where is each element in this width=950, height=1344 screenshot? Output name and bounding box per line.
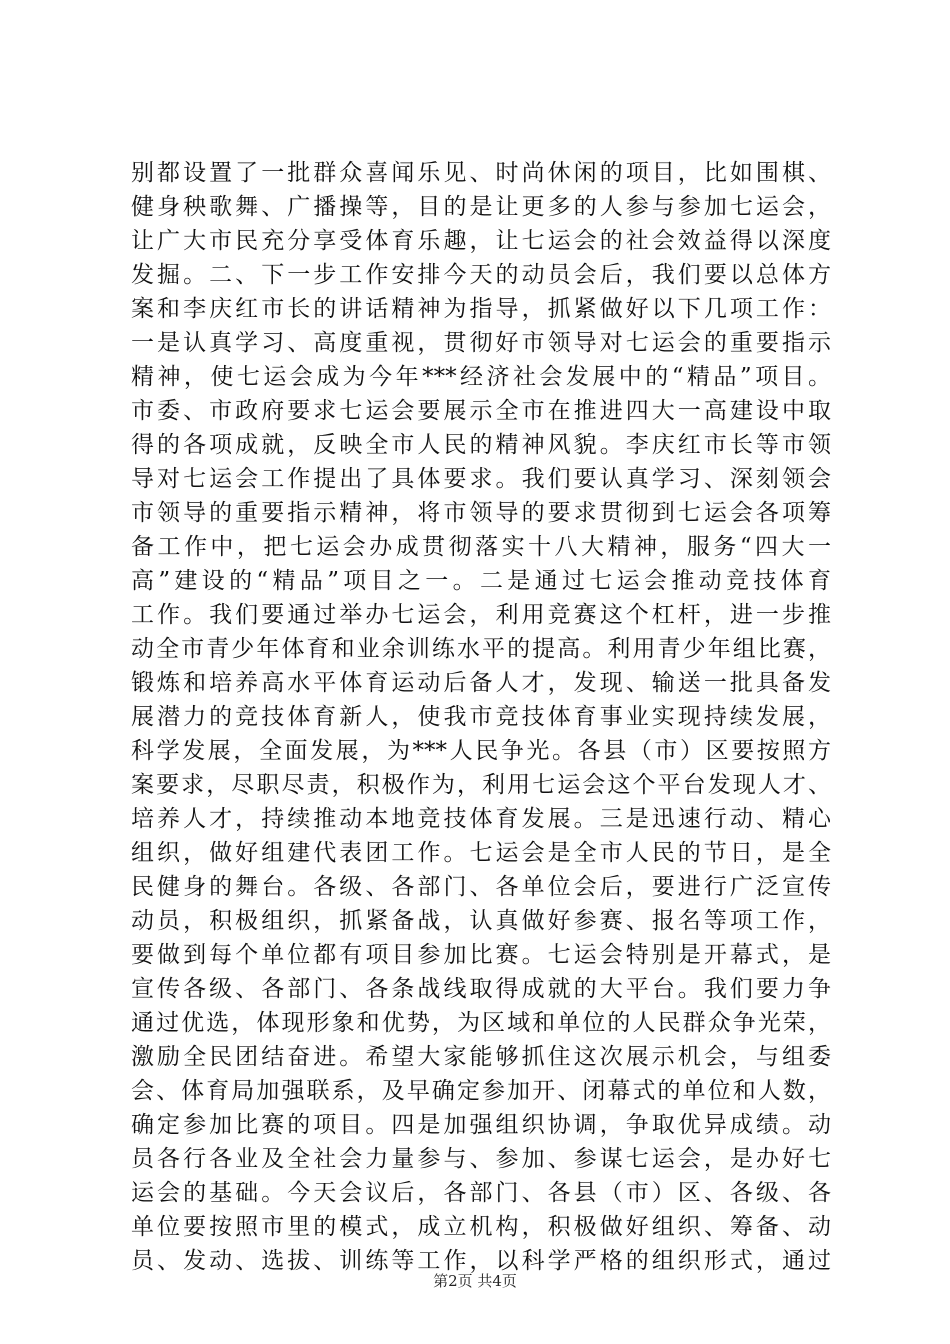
text-line: 展潜力的竞技体育新人，使我市竞技体育事业实现持续发展， <box>131 704 831 730</box>
text-line: 精神，使七运会成为今年***经济社会发展中的“精品”项目。 <box>131 364 831 390</box>
text-line: 激励全民团结奋进。希望大家能够抓住这次展示机会，与组委 <box>131 1044 831 1070</box>
text-line: 培养人才，持续推动本地竞技体育发展。三是迅速行动、精心 <box>131 806 831 832</box>
text-line: 会、体育局加强联系，及早确定参加开、闭幕式的单位和人数， <box>131 1078 831 1104</box>
text-line: 锻炼和培养高水平体育运动后备人才，发现、输送一批具备发 <box>131 670 831 696</box>
body-text <box>131 156 831 1278</box>
text-line: 要做到每个单位都有项目参加比赛。七运会特别是开幕式，是 <box>131 942 831 968</box>
text-line: 工作。我们要通过举办七运会，利用竞赛这个杠杆，进一步推 <box>131 602 831 628</box>
text-line: 动员，积极组织，抓紧备战，认真做好参赛、报名等项工作， <box>131 908 831 934</box>
text-line: 员各行各业及全社会力量参与、参加、参谋七运会，是办好七 <box>131 1146 831 1172</box>
text-line: 员、发动、选拔、训练等工作，以科学严格的组织形式，通过 <box>131 1248 831 1274</box>
text-line: 备工作中，把七运会办成贯彻落实十八大精神，服务“四大一 <box>131 534 831 560</box>
text-line: 高”建设的“精品”项目之一。二是通过七运会推动竞技体育 <box>131 568 831 594</box>
text-line: 案要求，尽职尽责，积极作为，利用七运会这个平台发现人才、 <box>131 772 831 798</box>
text-line: 发掘。二、下一步工作安排今天的动员会后，我们要以总体方 <box>131 262 831 288</box>
text-line: 一是认真学习、高度重视，贯彻好市领导对七运会的重要指示 <box>131 330 831 356</box>
text-line: 别都设置了一批群众喜闻乐见、时尚休闲的项目，比如围棋、 <box>131 160 831 186</box>
text-line: 市委、市政府要求七运会要展示全市在推进四大一高建设中取 <box>131 398 831 424</box>
page-footer: 第2页 共4页 <box>433 1272 517 1290</box>
text-line: 确定参加比赛的项目。四是加强组织协调，争取优异成绩。动 <box>131 1112 831 1138</box>
text-line: 民健身的舞台。各级、各部门、各单位会后，要进行广泛宣传 <box>131 874 831 900</box>
text-line: 科学发展，全面发展，为***人民争光。各县（市）区要按照方 <box>131 738 831 764</box>
text-line: 组织，做好组建代表团工作。七运会是全市人民的节日，是全 <box>131 840 831 866</box>
text-line: 得的各项成就，反映全市人民的精神风貌。李庆红市长等市领 <box>131 432 831 458</box>
text-line: 动全市青少年体育和业余训练水平的提高。利用青少年组比赛， <box>131 636 831 662</box>
text-line: 导对七运会工作提出了具体要求。我们要认真学习、深刻领会 <box>131 466 831 492</box>
text-line: 让广大市民充分享受体育乐趣，让七运会的社会效益得以深度 <box>131 228 831 254</box>
text-line: 宣传各级、各部门、各条战线取得成就的大平台。我们要力争 <box>131 976 831 1002</box>
text-line: 运会的基础。今天会议后，各部门、各县（市）区、各级、各 <box>131 1180 831 1206</box>
text-line: 健身秧歌舞、广播操等，目的是让更多的人参与参加七运会， <box>131 194 831 220</box>
text-line: 市领导的重要指示精神，将市领导的要求贯彻到七运会各项筹 <box>131 500 831 526</box>
text-line: 单位要按照市里的模式，成立机构，积极做好组织、筹备、动 <box>131 1214 831 1240</box>
text-line: 通过优选，体现形象和优势，为区域和单位的人民群众争光荣， <box>131 1010 831 1036</box>
text-line: 案和李庆红市长的讲话精神为指导，抓紧做好以下几项工作： <box>131 296 831 322</box>
